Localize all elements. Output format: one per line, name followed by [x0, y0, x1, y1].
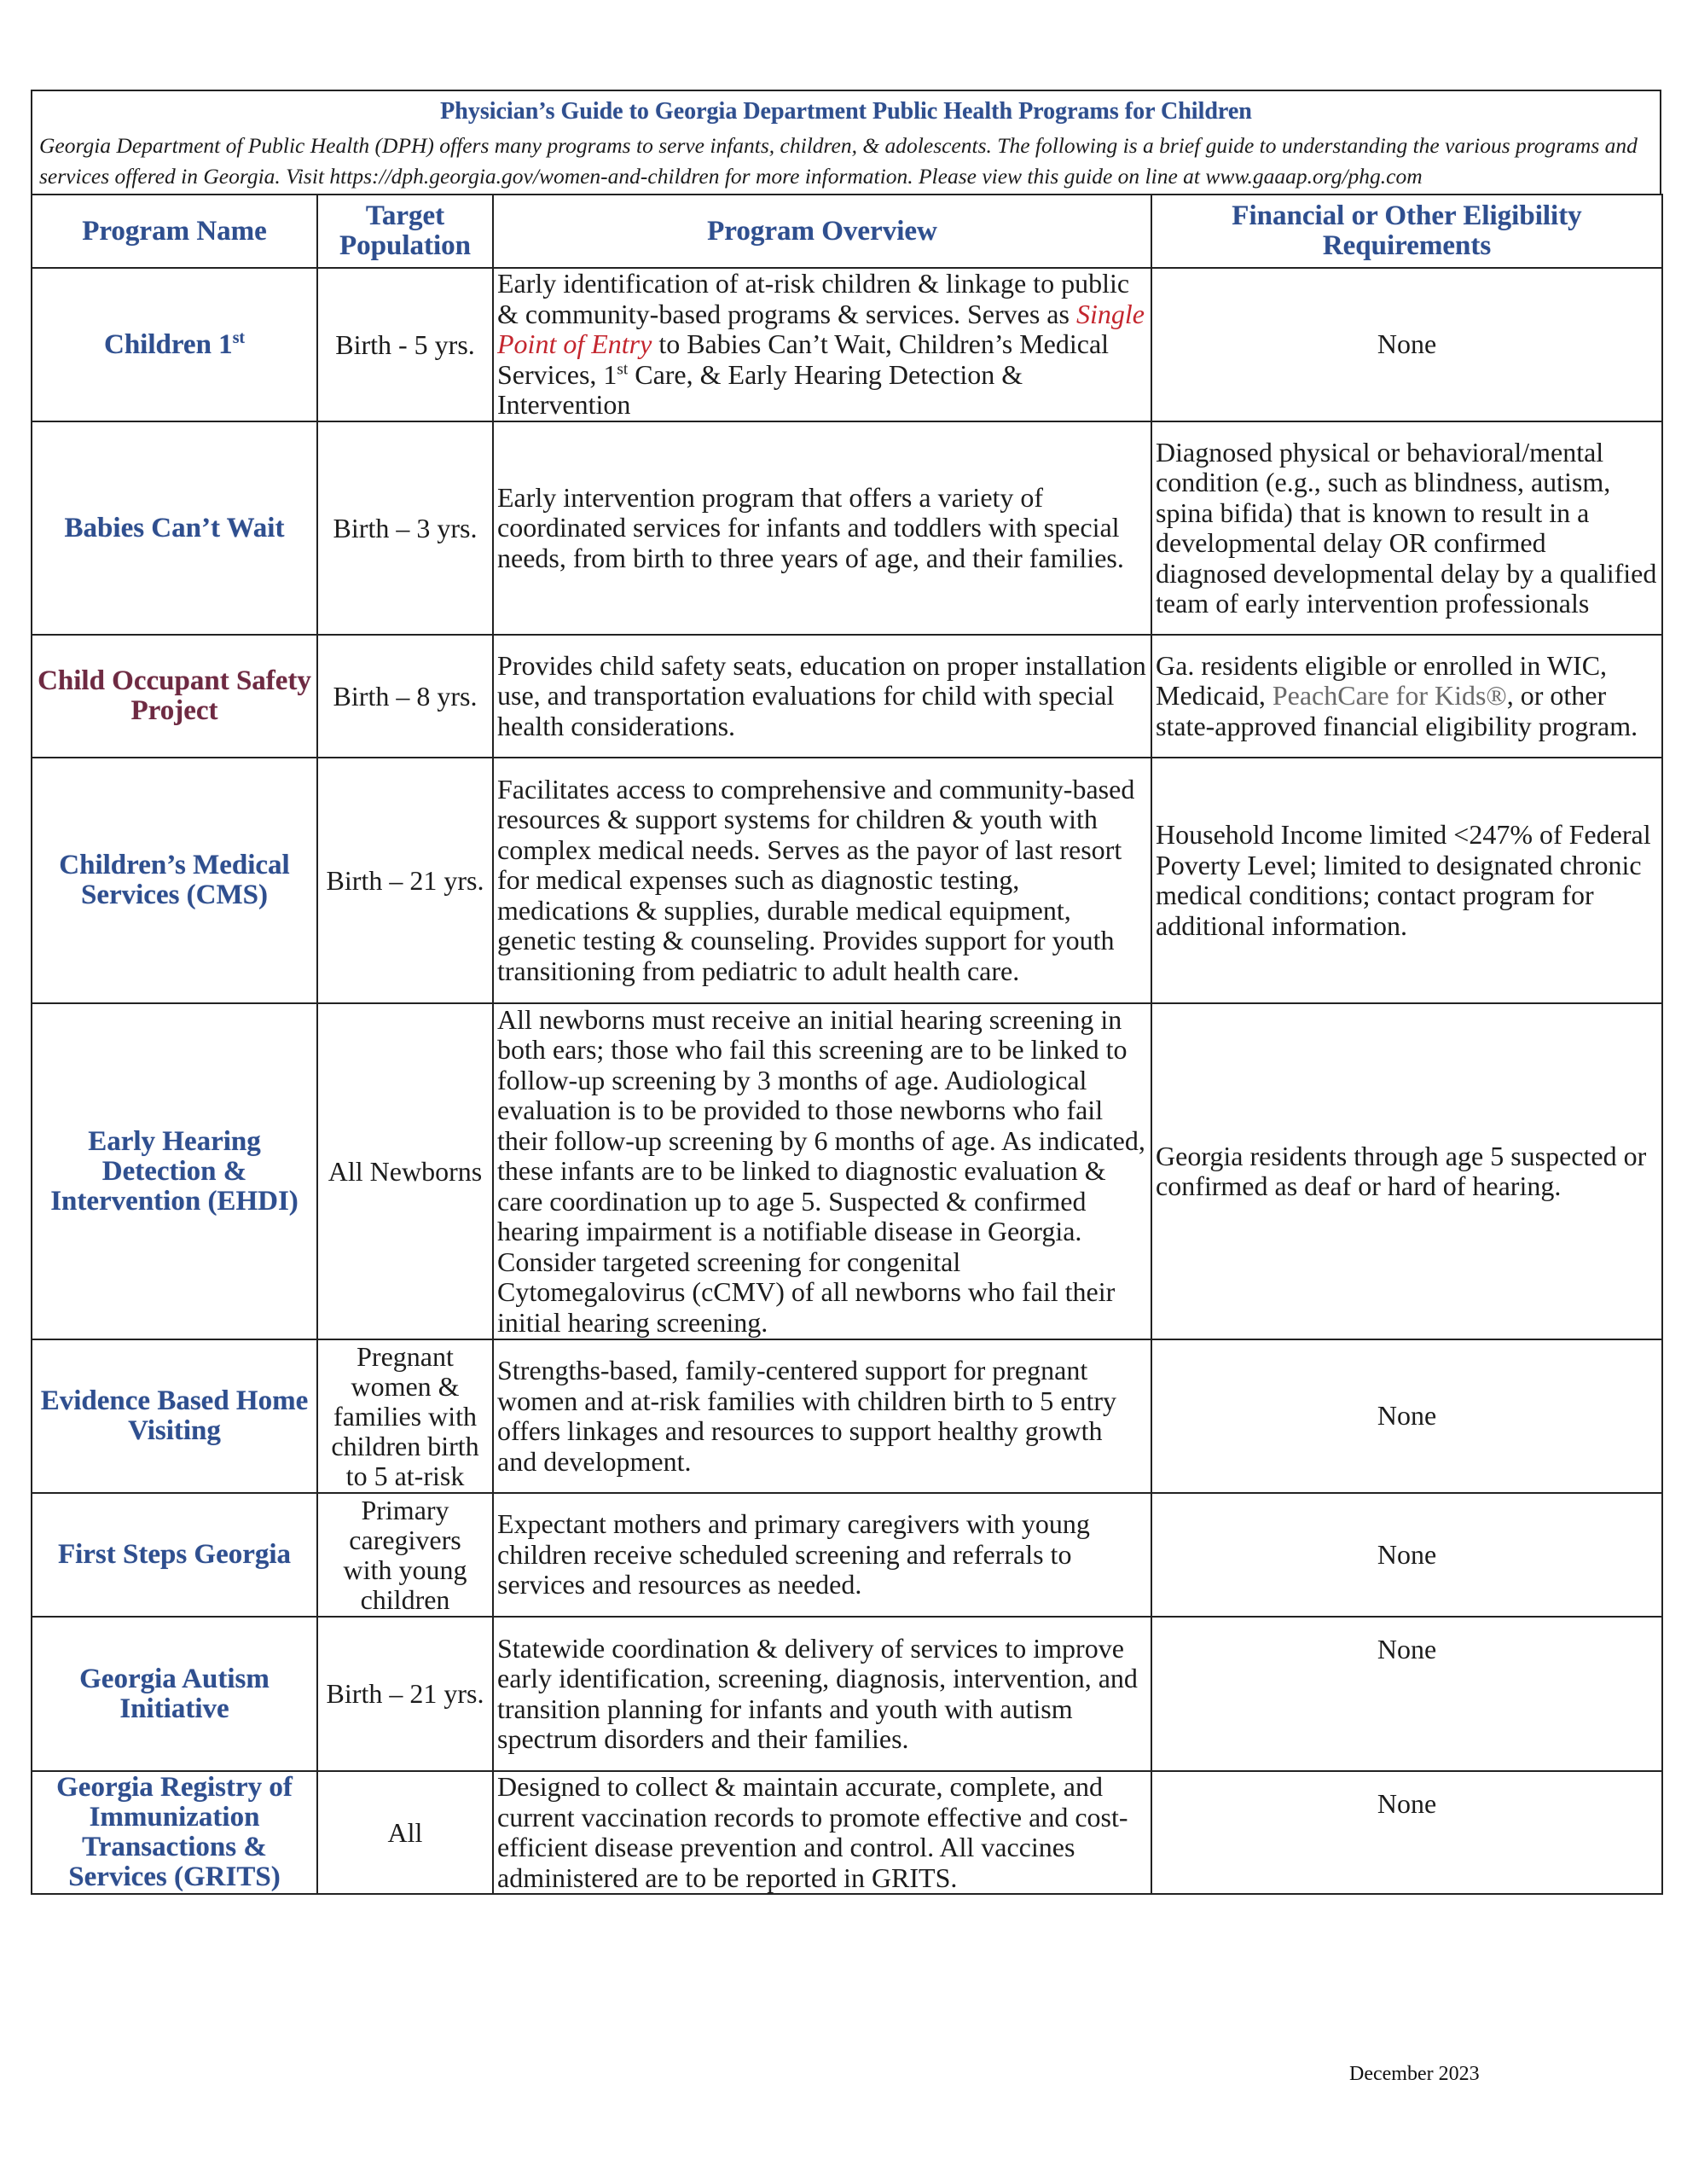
table-row — [32, 268, 1662, 421]
target-population-cell: Primary caregivers with young children — [317, 1493, 493, 1617]
program-name-cell: Child Occupant Safety Project — [32, 635, 317, 758]
document-title: Physician’s Guide to Georgia Department Public Health Programs for Children — [440, 98, 1252, 125]
header-target-population: Target Population — [317, 195, 493, 268]
target-population-cell: Birth - 5 yrs. — [317, 268, 493, 421]
table-row — [32, 421, 1662, 635]
target-population-cell: Birth – 21 yrs. — [317, 758, 493, 1003]
eligibility-cell: None — [1151, 1771, 1662, 1894]
target-population-cell: Pregnant women & families with children birth to 5 at-risk — [317, 1339, 493, 1493]
guide-document — [31, 90, 1661, 1895]
table-row — [32, 1003, 1662, 1339]
table-row — [32, 1617, 1662, 1771]
eligibility-cell: None — [1151, 268, 1662, 421]
programs-table — [31, 194, 1663, 1895]
program-name-superscript: st — [232, 328, 245, 347]
table-header-row — [32, 195, 1662, 268]
eligibility-cell — [1151, 635, 1662, 758]
target-population-cell: Birth – 3 yrs. — [317, 421, 493, 635]
program-name: Children 1 — [104, 328, 233, 360]
program-name-cell: Early Hearing Detection & Intervention (EHDI) — [32, 1003, 317, 1339]
program-overview-cell: Expectant mothers and primary caregivers with young children receive scheduled screening and referrals to services and resources as needed. — [493, 1493, 1151, 1617]
table-row — [32, 1339, 1662, 1493]
footer-date: December 2023 — [1349, 2063, 1480, 2085]
table-row — [32, 1771, 1662, 1894]
table-row — [32, 758, 1662, 1003]
program-overview-cell: Provides child safety seats, education on proper installation use, and transportation evaluations for child with special health considerations. — [493, 635, 1151, 758]
peachcare-text: PeachCare for Kids® — [1272, 680, 1507, 712]
target-population-cell: Birth – 8 yrs. — [317, 635, 493, 758]
program-overview-cell: All newborns must receive an initial hearing screening in both ears; those who fail this screening are to be linked to follow-up screening by 3 months of age. Audiological evaluation is to be provided to those newborns who fail their follow-up screening by 6 months of age. As indicated, these infants are to be linked to diagnostic evaluation & care coordination up to age 5. Suspected & confirmed hearing impairment is a notifiable disease in Georgia. Consider targeted screening for congenital Cytomegalovirus (cCMV) of all newborns who fail their initial hearing screening. — [493, 1003, 1151, 1339]
program-name-cell: Children’s Medical Services (CMS) — [32, 758, 317, 1003]
eligibility-cell: Diagnosed physical or behavioral/mental condition (e.g., such as blindness, autism, spina bifida) that is known to result in a developmental delay OR confirmed diagnosed developmental delay by a qualified team of early intervention professionals — [1151, 421, 1662, 635]
eligibility-text-b: , or other state-approved financial eligibility program. — [1156, 680, 1638, 741]
eligibility-cell: None — [1151, 1617, 1662, 1771]
program-overview-cell: Statewide coordination & delivery of services to improve early identification, screening, diagnosis, intervention, and transition planning for infants and youth with autism spectrum disorders and their families. — [493, 1617, 1151, 1771]
overview-text-a: Early identification of at-risk children & linkage to public & community-based programs & services. Serves as — [497, 268, 1130, 329]
overview-superscript: st — [617, 360, 629, 379]
overview-text-b: to Babies Can’t Wait, Children’s Medical Services, 1 — [497, 328, 1110, 390]
header-eligibility: Financial or Other Eligibility Requirements — [1151, 195, 1662, 268]
program-name-cell: Babies Can’t Wait — [32, 421, 317, 635]
target-population-cell: Birth – 21 yrs. — [317, 1617, 493, 1771]
eligibility-cell: None — [1151, 1339, 1662, 1493]
table-row — [32, 1493, 1662, 1617]
program-name-cell: Georgia Registry of Immunization Transactions & Services (GRITS) — [32, 1771, 317, 1894]
target-population-cell: All — [317, 1771, 493, 1894]
program-name-cell: Evidence Based Home Visiting — [32, 1339, 317, 1493]
document-header — [31, 90, 1661, 194]
header-program-overview: Program Overview — [493, 195, 1151, 268]
program-overview-cell — [493, 268, 1151, 421]
eligibility-cell: None — [1151, 1493, 1662, 1617]
program-overview-cell: Early intervention program that offers a variety of coordinated services for infants and toddlers with special needs, from birth to three years of age, and their families. — [493, 421, 1151, 635]
single-point-of-entry-text: Single Point of Entry — [497, 298, 1145, 360]
program-name-cell: First Steps Georgia — [32, 1493, 317, 1617]
program-overview-cell: Facilitates access to comprehensive and community-based resources & support systems for children & youth with complex medical needs. Serves as the payor of last resort for medical expenses such as diagnostic testing, medications & supplies, durable medical equipment, genetic testing & counseling. Provides support for youth transitioning from pediatric to adult health care. — [493, 758, 1151, 1003]
program-name-cell — [32, 268, 317, 421]
program-overview-cell: Strengths-based, family-centered support for pregnant women and at-risk families with children birth to 5 entry offers linkages and resources to support healthy growth and development. — [493, 1339, 1151, 1493]
eligibility-cell: Household Income limited <247% of Federal Poverty Level; limited to designated chronic medical conditions; contact program for additional information. — [1151, 758, 1662, 1003]
table-row — [32, 635, 1662, 758]
overview-text-c: Care, & Early Hearing Detection & Intervention — [497, 358, 1023, 421]
eligibility-text-a: Ga. residents eligible or enrolled in WIC, Medicaid, — [1156, 649, 1608, 712]
program-name-cell: Georgia Autism Initiative — [32, 1617, 317, 1771]
program-overview-cell: Designed to collect & maintain accurate, complete, and current vaccination records to promote effective and cost-efficient disease prevention and control. All vaccines administered are to be reported in GRITS. — [493, 1771, 1151, 1894]
header-program-name: Program Name — [32, 195, 317, 268]
target-population-cell: All Newborns — [317, 1003, 493, 1339]
eligibility-cell: Georgia residents through age 5 suspected or confirmed as deaf or hard of hearing. — [1151, 1003, 1662, 1339]
document-intro: Georgia Department of Public Health (DPH) offers many programs to serve infants, children, & adolescents. The following is a brief guide to understanding the various programs and services offered in Georgia. Visit https://dph.georgia.gov/women-and-children for more information. Please view this guide on line at www.gaaap.org/phg.com — [39, 133, 1638, 189]
